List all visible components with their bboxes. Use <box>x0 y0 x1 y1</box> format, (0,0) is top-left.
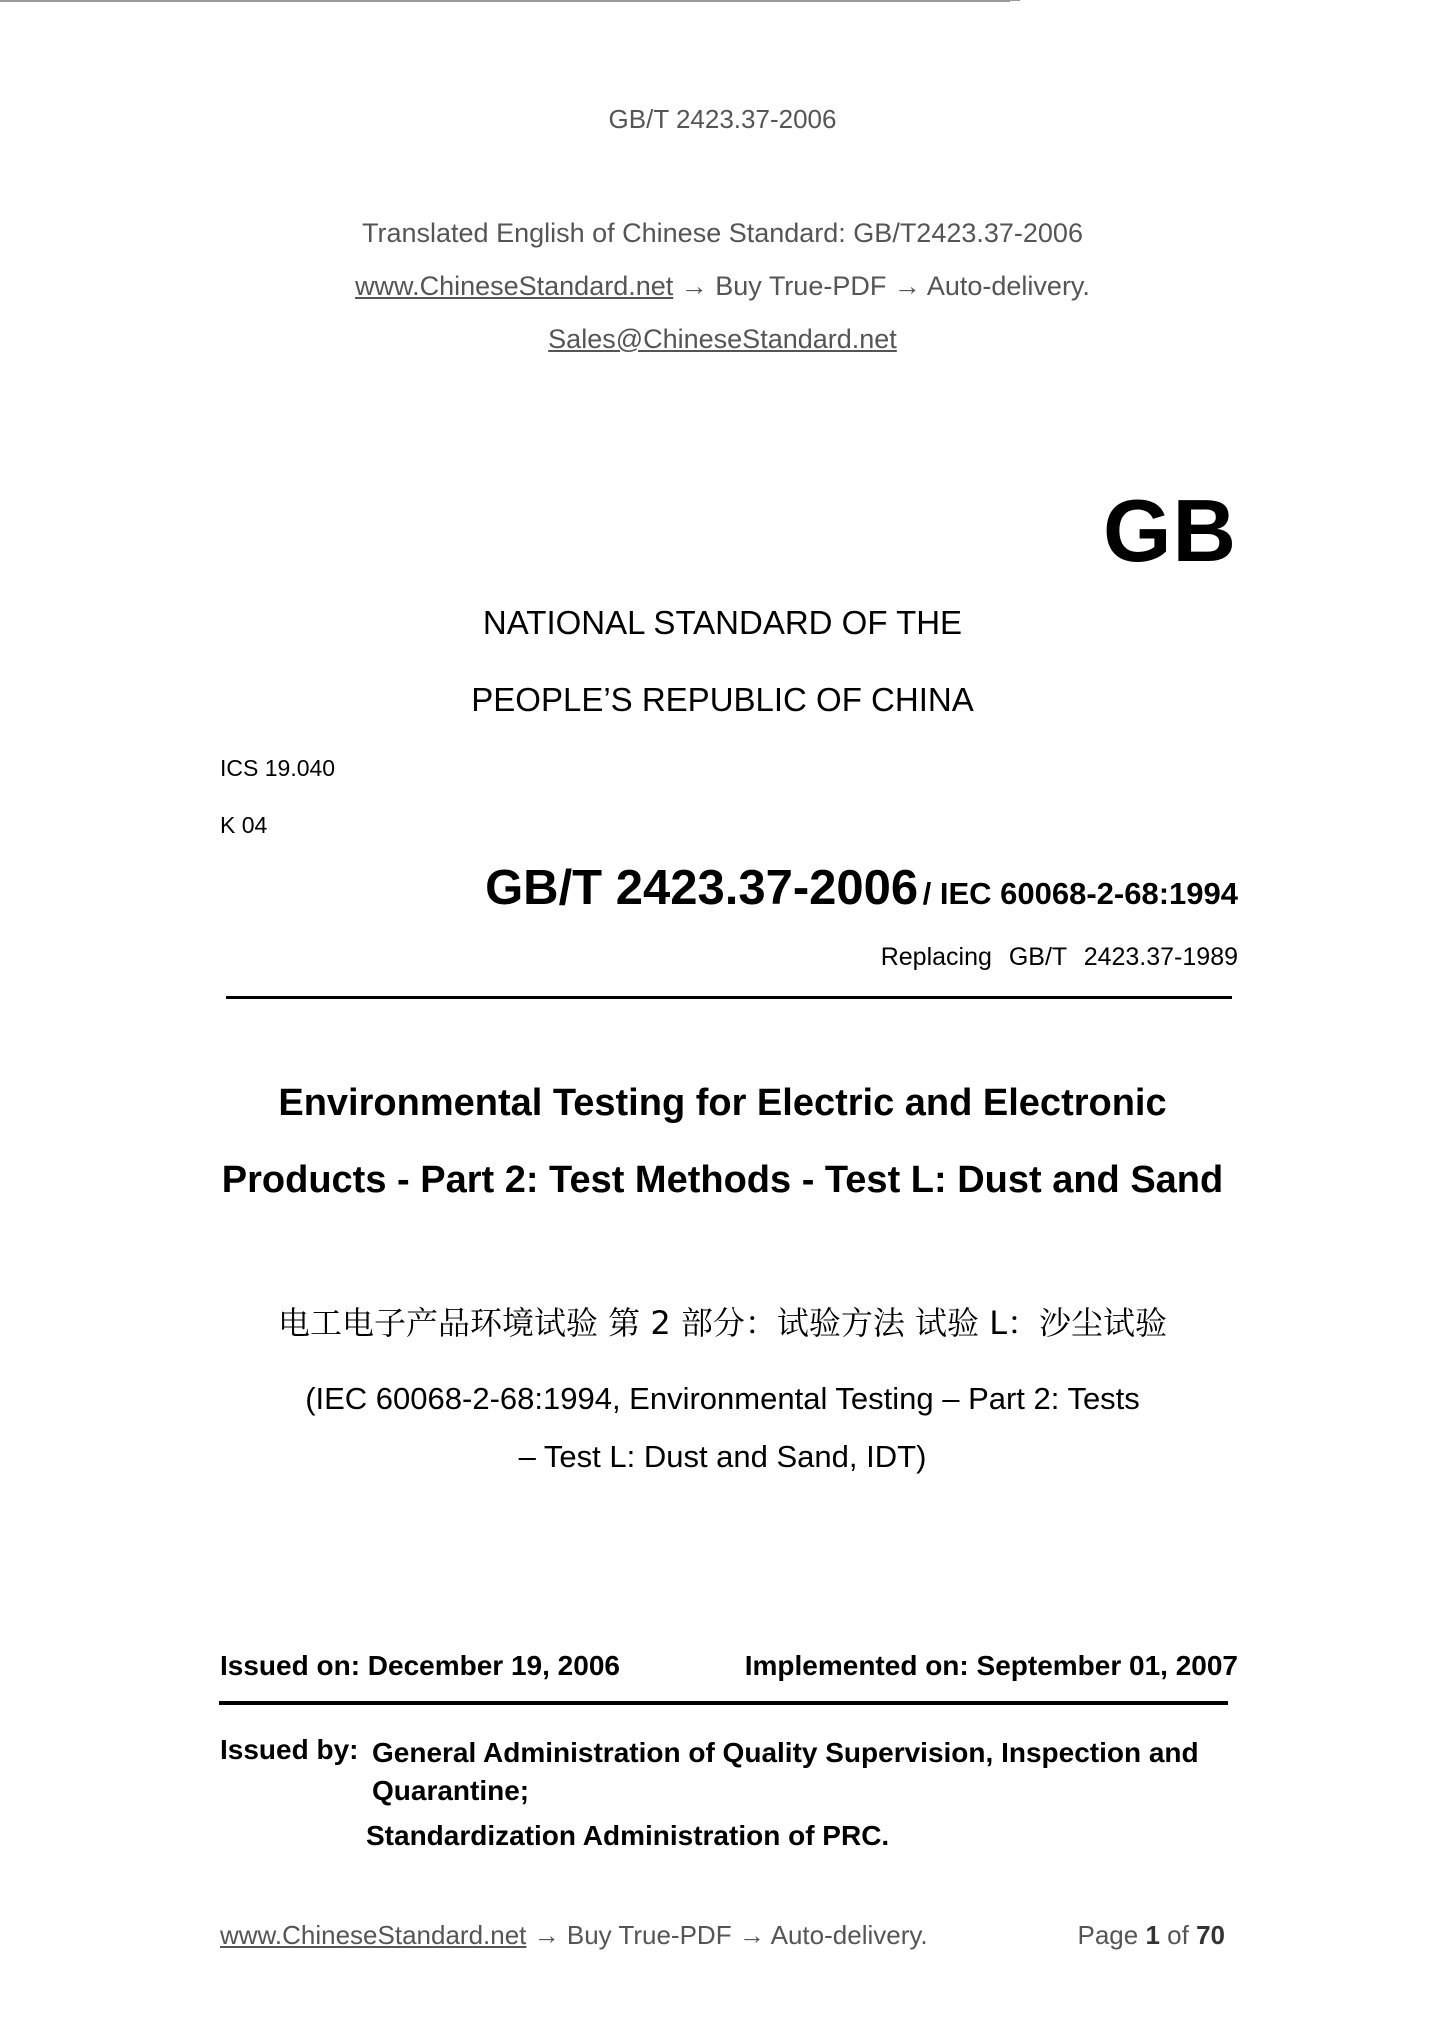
buy-line <box>0 271 1445 302</box>
standard-number: GB/T 2423.37-2006 <box>485 861 919 915</box>
footer-site-link[interactable]: www.ChineseStandard.net <box>220 1920 527 1950</box>
running-header: GB/T 2423.37-2006 <box>608 104 837 134</box>
national-standard-line: NATIONAL STANDARD OF THE <box>482 604 963 641</box>
issued-on-date: Issued on: December 19, 2006 <box>220 1650 620 1681</box>
page-current: 1 <box>1145 1920 1160 1950</box>
issuer-aqsiq: General Administration of Quality Supervision, Inspection and Quarantine; <box>372 1737 1199 1806</box>
page-total: 70 <box>1196 1920 1225 1950</box>
gb-mark: GB <box>1103 481 1237 580</box>
translated-notice: Translated English of Chinese Standard: GB/T2423.37-2006 <box>362 218 1083 248</box>
republic-line: PEOPLE’S REPUBLIC OF CHINA <box>471 681 974 718</box>
replacing-prefix: GB/T <box>1008 943 1067 971</box>
iec-reference: / IEC 60068-2-68:1994 <box>922 876 1238 911</box>
right-arrow-icon: → <box>893 271 927 301</box>
replacing-label: Replacing <box>880 943 992 971</box>
buy-true-pdf-text: Buy True-PDF <box>715 271 887 301</box>
auto-delivery-text: Auto-delivery. <box>926 271 1090 301</box>
title-divider <box>226 996 1232 999</box>
right-arrow-icon: → <box>738 1920 771 1950</box>
site-link[interactable]: www.ChineseStandard.net <box>355 271 674 301</box>
replacing-line <box>881 943 1238 972</box>
sales-line <box>0 324 1445 355</box>
sales-email-link[interactable]: Sales@ChineseStandard.net <box>548 324 897 354</box>
footer-buy-line <box>220 1920 928 1951</box>
right-arrow-icon: → <box>533 1920 567 1950</box>
footer-buy-text: Buy True-PDF <box>566 1920 732 1950</box>
issued-by-label: Issued by: <box>220 1734 359 1765</box>
page-indicator <box>1077 1920 1225 1951</box>
right-arrow-icon: → <box>680 271 716 301</box>
footer-delivery-text: Auto-delivery. <box>770 1920 928 1950</box>
iec-title: (IEC 60068-2-68:1994, Environmental Testing – Part 2: Tests – Test L: Dust and Sand, IDT) <box>305 1381 1140 1474</box>
issuer-sac: Standardization Administration of PRC. <box>366 1820 890 1851</box>
english-title: Environmental Testing for Electric and Electronic Products - Part 2: Test Methods - Test L: Dust and Sand <box>221 1082 1224 1201</box>
page-of: of <box>1167 1920 1189 1950</box>
chinese-title: 电工电子产品环境试验 第 2 部分：试验方法 试验 L：沙尘试验 <box>277 1304 1168 1342</box>
replacing-code: 2423.37-1989 <box>1083 943 1238 971</box>
page-label: Page <box>1077 1920 1139 1950</box>
implemented-on-date: Implemented on: September 01, 2007 <box>744 1650 1238 1681</box>
standard-number-block <box>485 860 1238 916</box>
classification-code: K 04 <box>220 812 268 838</box>
ics-code: ICS 19.040 <box>220 755 336 781</box>
footer-divider <box>0 1 1010 2</box>
dates-divider <box>219 1701 1228 1705</box>
